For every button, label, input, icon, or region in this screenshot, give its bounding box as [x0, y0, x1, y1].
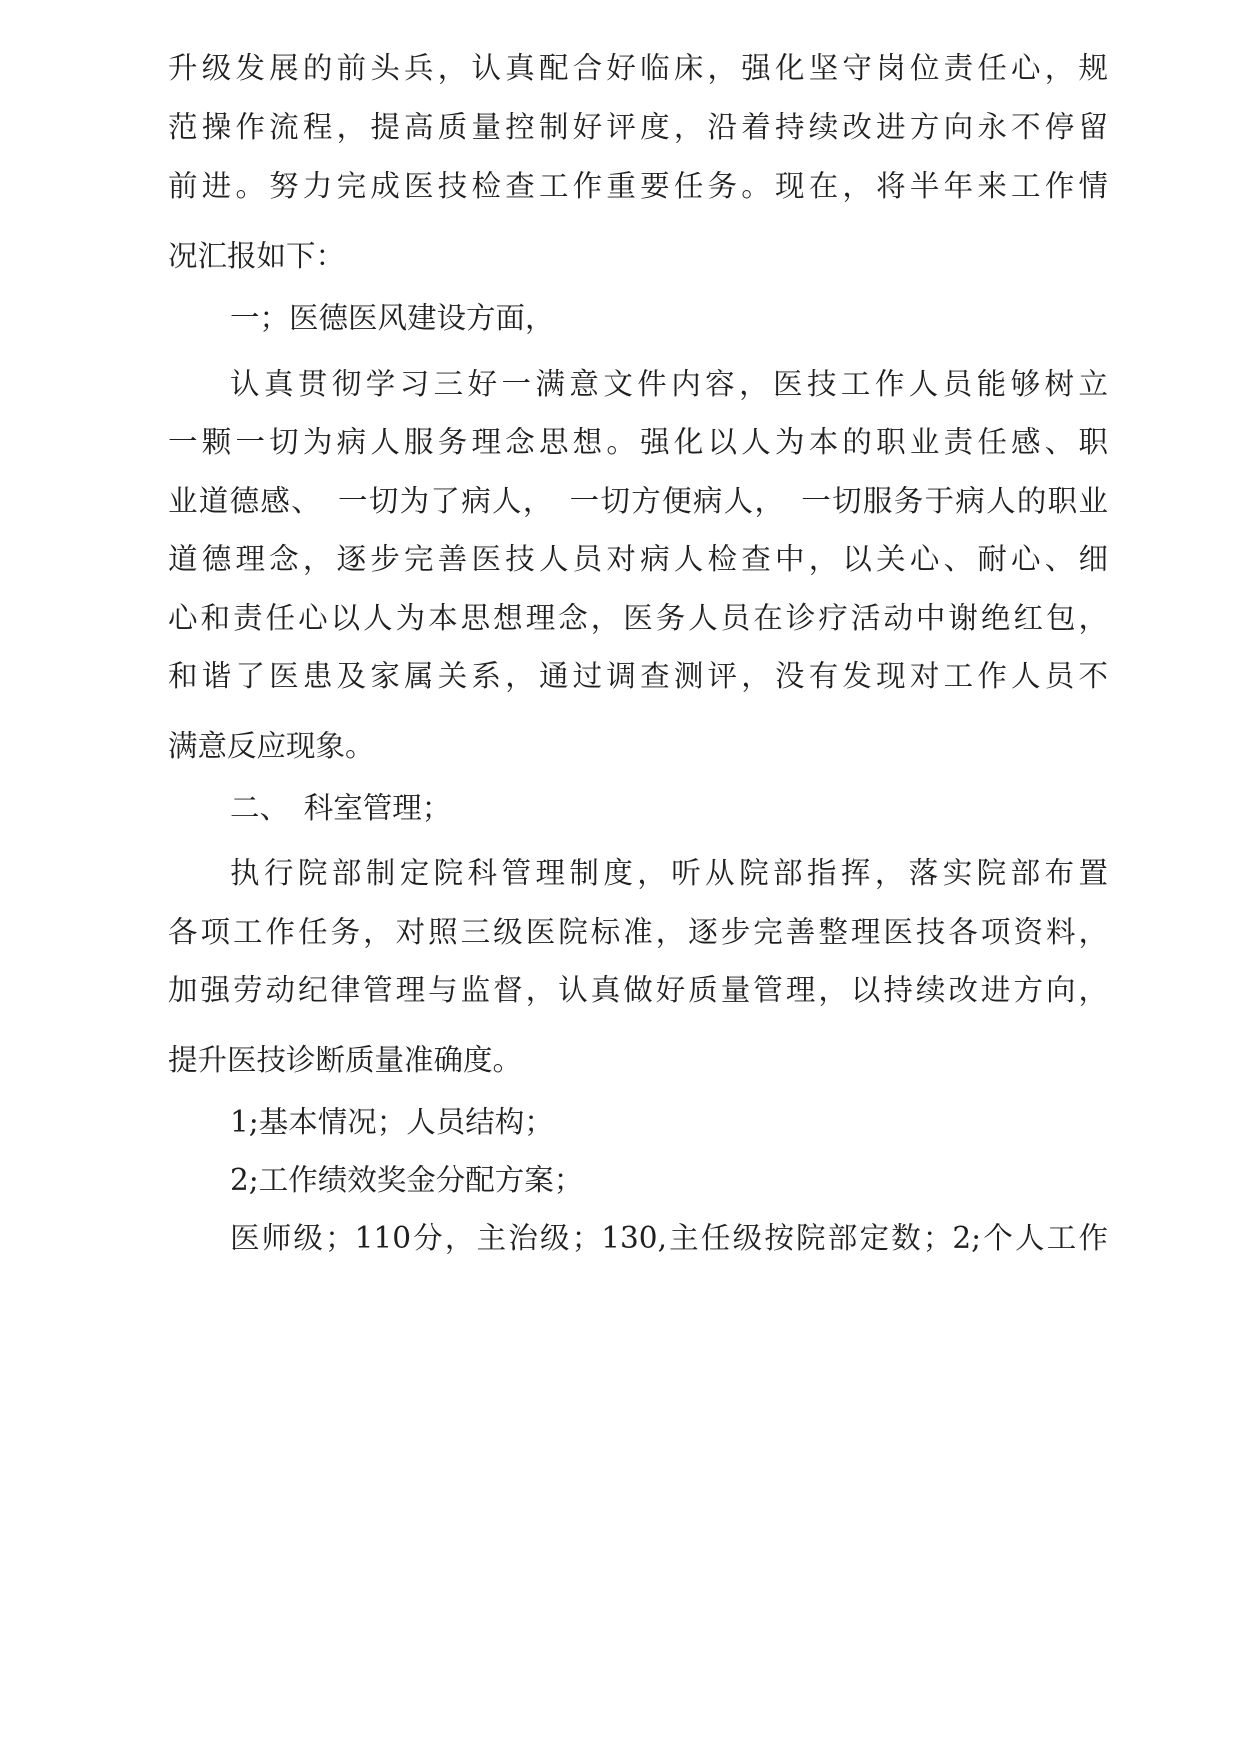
- paragraph-line: 心和责任心以人为本思想理念，医务人员在诊疗活动中谢绝红包，: [168, 601, 1108, 635]
- paragraph-line: 一颗一切为病人服务理念思想。强化以人为本的职业责任感、职: [168, 425, 1108, 459]
- paragraph-line: 范操作流程，提高质量控制好评度，沿着持续改进方向永不停留: [168, 110, 1108, 144]
- paragraph-line: 提升医技诊断质量准确度。: [168, 1043, 523, 1077]
- list-item: 1;基本情况；人员结构；: [230, 1105, 554, 1139]
- paragraph-line: 况汇报如下：: [168, 239, 346, 273]
- paragraph-line: 升级发展的前头兵，认真配合好临床，强化坚守岗位责任心，规: [168, 51, 1108, 85]
- paragraph-line: 加强劳动纪律管理与监督，认真做好质量管理，以持续改进方向，: [168, 973, 1108, 1007]
- paragraph-line: 业道德感、 一切为了病人， 一切方便病人， 一切服务于病人的职业: [168, 484, 1108, 518]
- section-heading-2: 二、 科室管理；: [230, 791, 452, 825]
- paragraph-line: 认真贯彻学习三好一满意文件内容，医技工作人员能够树立: [230, 367, 1108, 401]
- section-heading-1: 一；医德医风建设方面，: [230, 301, 555, 335]
- paragraph-line: 满意反应现象。: [168, 729, 375, 763]
- paragraph-line: 前进。努力完成医技检查工作重要任务。现在，将半年来工作情: [168, 169, 1108, 203]
- paragraph-line: 执行院部制定院科管理制度，听从院部指挥，落实院部布置: [230, 856, 1108, 890]
- paragraph-line: 医师级；110分，主治级；130,主任级按院部定数；2;个人工作: [230, 1221, 1108, 1255]
- list-item: 2;工作绩效奖金分配方案；: [230, 1163, 584, 1197]
- paragraph-line: 道德理念，逐步完善医技人员对病人检查中，以关心、耐心、细: [168, 542, 1108, 576]
- paragraph-line: 和谐了医患及家属关系，通过调查测评，没有发现对工作人员不: [168, 659, 1108, 693]
- paragraph-line: 各项工作任务，对照三级医院标准，逐步完善整理医技各项资料，: [168, 915, 1108, 949]
